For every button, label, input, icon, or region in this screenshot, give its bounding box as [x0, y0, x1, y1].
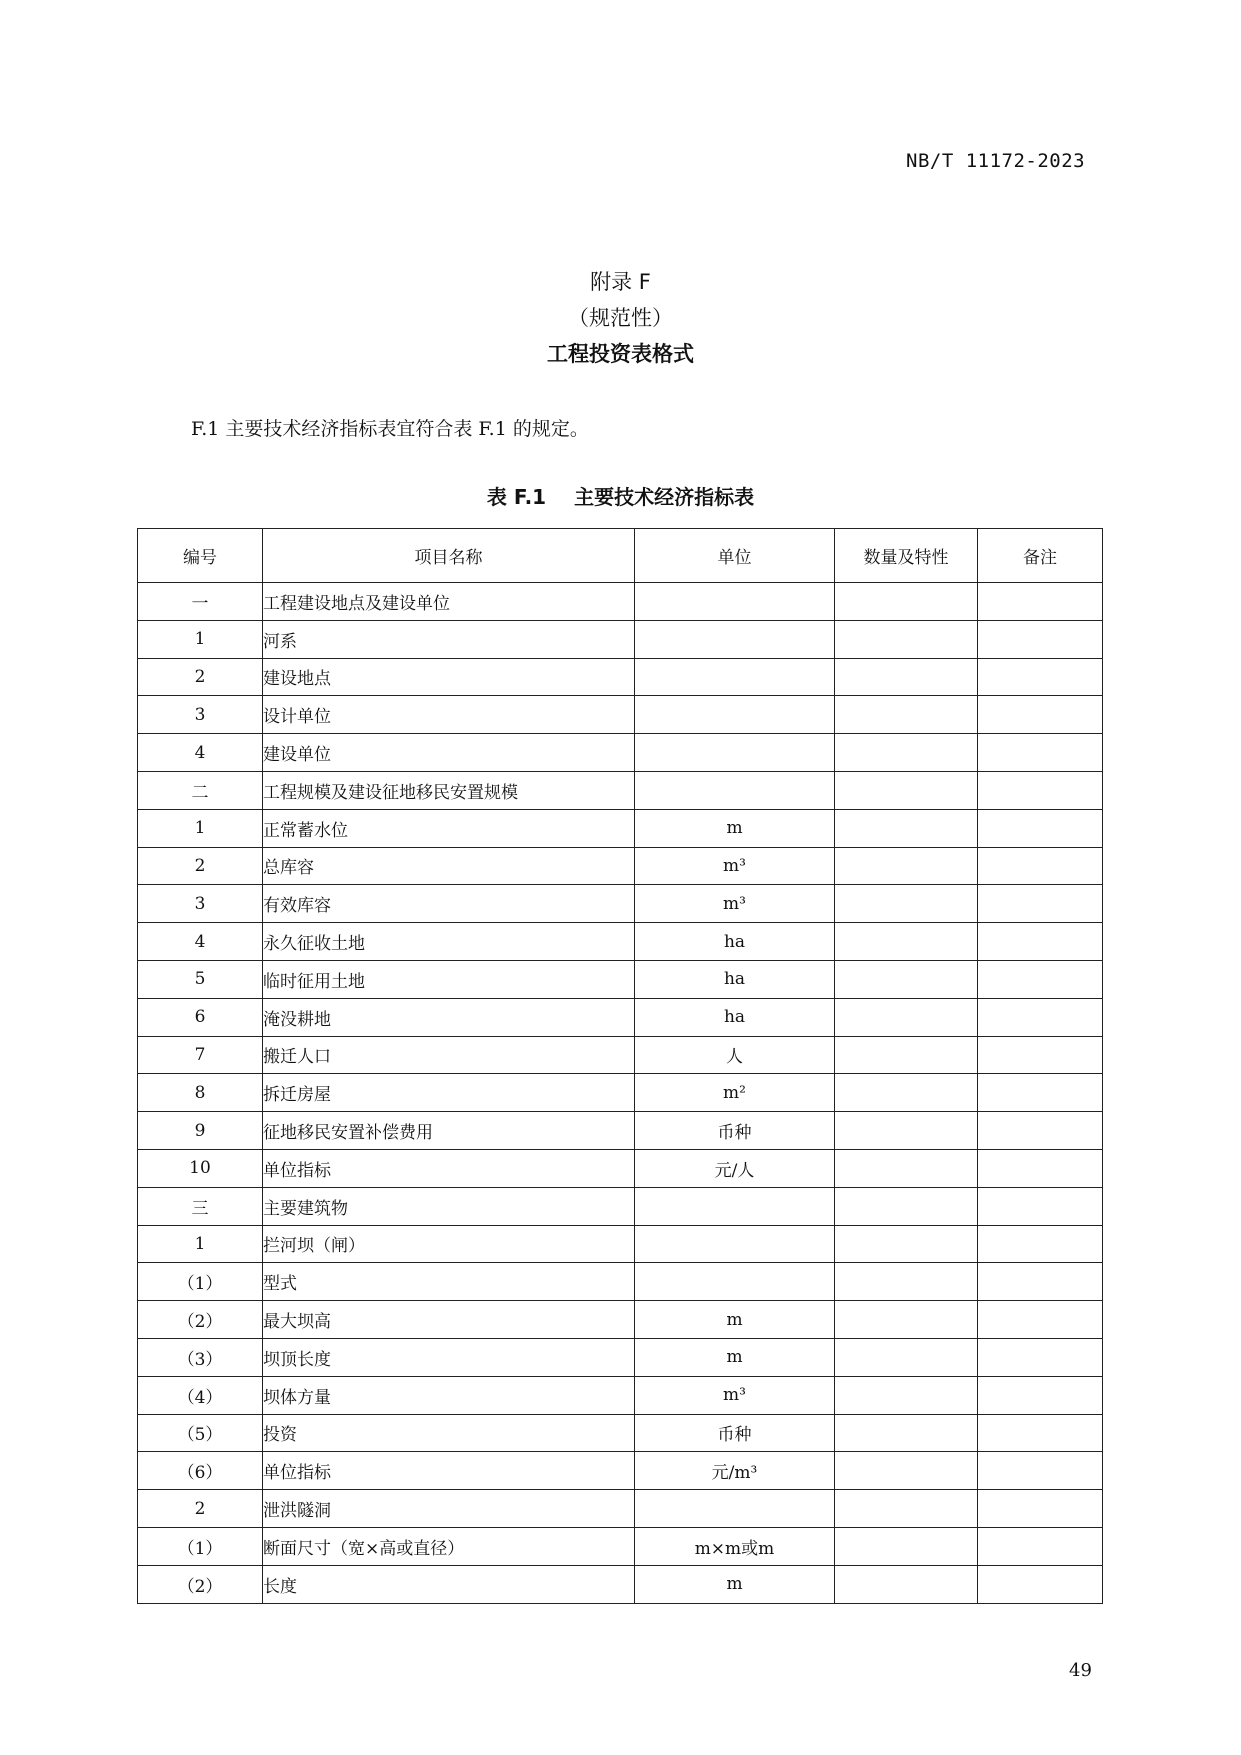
cell-quantity	[835, 1452, 978, 1490]
cell-quantity	[835, 998, 978, 1036]
table-row	[138, 1565, 1103, 1603]
cell-remark	[978, 1074, 1103, 1112]
table-title: 主要技术经济指标表	[574, 485, 755, 509]
cell-row-number: 1	[138, 620, 263, 658]
standard-code: NB/T 11172-2023	[906, 150, 1086, 172]
cell-remark	[978, 1527, 1103, 1565]
cell-item-name: 建设地点	[263, 658, 635, 696]
cell-remark	[978, 847, 1103, 885]
cell-row-number: （5）	[138, 1414, 263, 1452]
cell-quantity	[835, 1036, 978, 1074]
cell-quantity	[835, 923, 978, 961]
cell-quantity	[835, 1565, 978, 1603]
table-row	[138, 809, 1103, 847]
cell-item-name: 临时征用土地	[263, 960, 635, 998]
cell-row-number: 2	[138, 658, 263, 696]
cell-remark	[978, 620, 1103, 658]
cell-row-number: 7	[138, 1036, 263, 1074]
cell-row-number: 4	[138, 734, 263, 772]
cell-unit: m	[635, 1565, 835, 1603]
cell-item-name: 单位指标	[263, 1452, 635, 1490]
cell-item-name: 断面尺寸（宽×高或直径）	[263, 1527, 635, 1565]
cell-remark	[978, 1112, 1103, 1150]
table-row	[138, 885, 1103, 923]
indicators-table	[137, 528, 1103, 1604]
cell-item-name: 工程建设地点及建设单位	[263, 583, 635, 621]
cell-quantity	[835, 1527, 978, 1565]
cell-row-number: 3	[138, 885, 263, 923]
table-row	[138, 1074, 1103, 1112]
cell-item-name: 总库容	[263, 847, 635, 885]
cell-remark	[978, 734, 1103, 772]
table-row	[138, 696, 1103, 734]
table-row	[138, 771, 1103, 809]
table-row	[138, 847, 1103, 885]
table-row	[138, 923, 1103, 961]
cell-remark	[978, 1263, 1103, 1301]
cell-row-number: 6	[138, 998, 263, 1036]
cell-item-name: 征地移民安置补偿费用	[263, 1112, 635, 1150]
cell-item-name: 设计单位	[263, 696, 635, 734]
cell-remark	[978, 1149, 1103, 1187]
column-header-unit: 单位	[635, 529, 835, 583]
table-row	[138, 1414, 1103, 1452]
cell-row-number: 1	[138, 1225, 263, 1263]
cell-unit: m³	[635, 847, 835, 885]
cell-remark	[978, 998, 1103, 1036]
cell-row-number: 3	[138, 696, 263, 734]
table-row	[138, 583, 1103, 621]
cell-unit: ha	[635, 923, 835, 961]
table-body	[138, 583, 1103, 1604]
cell-remark	[978, 696, 1103, 734]
appendix-label: 附录 F	[590, 270, 651, 294]
column-header-remark: 备注	[978, 529, 1103, 583]
cell-item-name: 拦河坝（闸）	[263, 1225, 635, 1263]
table-row	[138, 620, 1103, 658]
cell-quantity	[835, 583, 978, 621]
cell-remark	[978, 1565, 1103, 1603]
cell-unit	[635, 583, 835, 621]
cell-remark	[978, 1301, 1103, 1339]
cell-remark	[978, 1452, 1103, 1490]
cell-remark	[978, 1036, 1103, 1074]
cell-item-name: 永久征收土地	[263, 923, 635, 961]
table-row	[138, 1187, 1103, 1225]
cell-unit: 币种	[635, 1112, 835, 1150]
cell-item-name: 正常蓄水位	[263, 809, 635, 847]
cell-row-number: 一	[138, 583, 263, 621]
cell-unit: m	[635, 1301, 835, 1339]
cell-quantity	[835, 1149, 978, 1187]
cell-unit: m	[635, 809, 835, 847]
cell-remark	[978, 1376, 1103, 1414]
cell-quantity	[835, 1301, 978, 1339]
cell-quantity	[835, 1225, 978, 1263]
cell-unit: ha	[635, 998, 835, 1036]
cell-item-name: 建设单位	[263, 734, 635, 772]
column-header-number: 编号	[138, 529, 263, 583]
cell-remark	[978, 658, 1103, 696]
cell-row-number: 二	[138, 771, 263, 809]
cell-quantity	[835, 734, 978, 772]
cell-unit	[635, 658, 835, 696]
cell-quantity	[835, 1074, 978, 1112]
cell-row-number: （1）	[138, 1263, 263, 1301]
cell-item-name: 拆迁房屋	[263, 1074, 635, 1112]
cell-item-name: 工程规模及建设征地移民安置规模	[263, 771, 635, 809]
cell-remark	[978, 1414, 1103, 1452]
cell-unit	[635, 696, 835, 734]
cell-remark	[978, 583, 1103, 621]
table-row	[138, 658, 1103, 696]
cell-unit: m²	[635, 1074, 835, 1112]
cell-quantity	[835, 620, 978, 658]
cell-row-number: （3）	[138, 1338, 263, 1376]
column-header-quantity: 数量及特性	[835, 529, 978, 583]
cell-remark	[978, 885, 1103, 923]
cell-unit	[635, 1490, 835, 1528]
cell-row-number: 4	[138, 923, 263, 961]
cell-remark	[978, 1338, 1103, 1376]
cell-unit	[635, 1225, 835, 1263]
cell-quantity	[835, 809, 978, 847]
intro-paragraph: F.1 主要技术经济指标表宜符合表 F.1 的规定。	[191, 418, 589, 440]
cell-remark	[978, 1490, 1103, 1528]
cell-quantity	[835, 658, 978, 696]
cell-unit: 人	[635, 1036, 835, 1074]
cell-quantity	[835, 771, 978, 809]
cell-quantity	[835, 1490, 978, 1528]
cell-unit	[635, 1263, 835, 1301]
cell-quantity	[835, 1338, 978, 1376]
cell-unit: m³	[635, 885, 835, 923]
cell-row-number: （4）	[138, 1376, 263, 1414]
cell-quantity	[835, 1112, 978, 1150]
table-row	[138, 960, 1103, 998]
cell-row-number: 9	[138, 1112, 263, 1150]
cell-item-name: 河系	[263, 620, 635, 658]
cell-unit: 元/m³	[635, 1452, 835, 1490]
table-row	[138, 1225, 1103, 1263]
cell-row-number: 10	[138, 1149, 263, 1187]
table-header-row	[138, 529, 1103, 583]
cell-remark	[978, 960, 1103, 998]
table-row	[138, 734, 1103, 772]
cell-row-number: 5	[138, 960, 263, 998]
table-row	[138, 1036, 1103, 1074]
cell-item-name: 坝体方量	[263, 1376, 635, 1414]
cell-unit: m	[635, 1338, 835, 1376]
cell-quantity	[835, 1187, 978, 1225]
cell-remark	[978, 809, 1103, 847]
cell-row-number: （6）	[138, 1452, 263, 1490]
cell-row-number: 8	[138, 1074, 263, 1112]
appendix-type: （规范性）	[568, 306, 673, 330]
cell-quantity	[835, 1263, 978, 1301]
cell-unit	[635, 620, 835, 658]
cell-unit	[635, 734, 835, 772]
table-row	[138, 1149, 1103, 1187]
cell-item-name: 单位指标	[263, 1149, 635, 1187]
cell-row-number: 三	[138, 1187, 263, 1225]
cell-row-number: 2	[138, 847, 263, 885]
cell-quantity	[835, 1414, 978, 1452]
cell-row-number: （2）	[138, 1565, 263, 1603]
cell-item-name: 主要建筑物	[263, 1187, 635, 1225]
table-row	[138, 1338, 1103, 1376]
cell-row-number: （1）	[138, 1527, 263, 1565]
cell-unit: 币种	[635, 1414, 835, 1452]
cell-row-number: （2）	[138, 1301, 263, 1339]
cell-quantity	[835, 885, 978, 923]
cell-unit: 元/人	[635, 1149, 835, 1187]
cell-remark	[978, 923, 1103, 961]
cell-unit	[635, 771, 835, 809]
cell-item-name: 投资	[263, 1414, 635, 1452]
cell-item-name: 型式	[263, 1263, 635, 1301]
table-row	[138, 1490, 1103, 1528]
page-number: 49	[1069, 1660, 1092, 1681]
cell-remark	[978, 1187, 1103, 1225]
cell-item-name: 坝顶长度	[263, 1338, 635, 1376]
table-row	[138, 1301, 1103, 1339]
table-number: 表 F.1	[486, 485, 547, 509]
cell-remark	[978, 771, 1103, 809]
cell-quantity	[835, 847, 978, 885]
cell-remark	[978, 1225, 1103, 1263]
cell-row-number: 2	[138, 1490, 263, 1528]
table-row	[138, 1263, 1103, 1301]
cell-item-name: 最大坝高	[263, 1301, 635, 1339]
table-row	[138, 1452, 1103, 1490]
cell-item-name: 长度	[263, 1565, 635, 1603]
column-header-item-name: 项目名称	[263, 529, 635, 583]
cell-row-number: 1	[138, 809, 263, 847]
cell-item-name: 淹没耕地	[263, 998, 635, 1036]
table-row	[138, 1112, 1103, 1150]
cell-unit: m×m或m	[635, 1527, 835, 1565]
cell-unit: ha	[635, 960, 835, 998]
table-row	[138, 998, 1103, 1036]
cell-unit: m³	[635, 1376, 835, 1414]
cell-quantity	[835, 1376, 978, 1414]
cell-item-name: 泄洪隧洞	[263, 1490, 635, 1528]
cell-item-name: 搬迁人口	[263, 1036, 635, 1074]
cell-unit	[635, 1187, 835, 1225]
table-row	[138, 1527, 1103, 1565]
table-row	[138, 1376, 1103, 1414]
cell-quantity	[835, 960, 978, 998]
cell-item-name: 有效库容	[263, 885, 635, 923]
table-caption	[0, 481, 1241, 510]
appendix-title: 工程投资表格式	[547, 342, 694, 366]
cell-quantity	[835, 696, 978, 734]
